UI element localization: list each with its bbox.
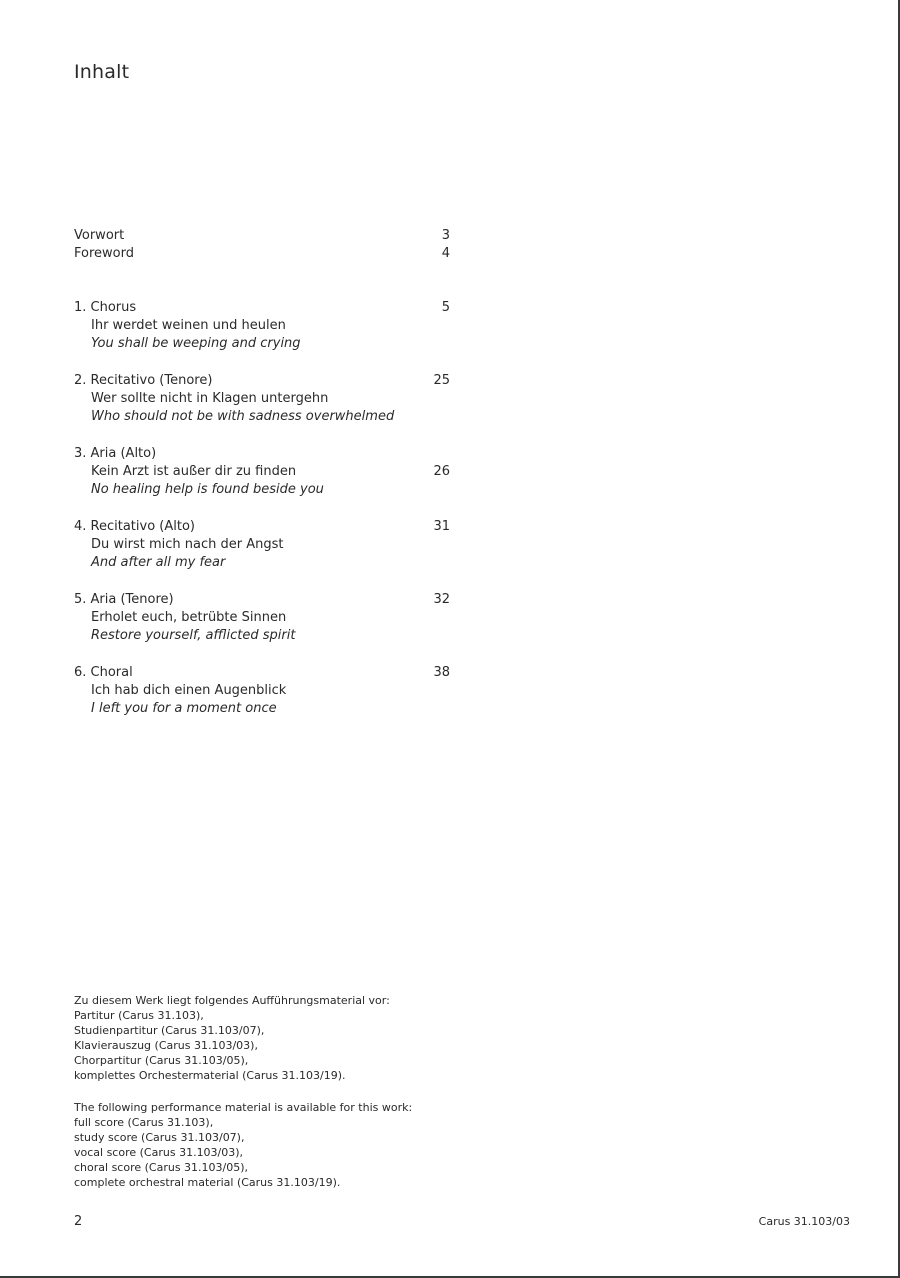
movement-german-title: Kein Arzt ist außer dir zu finden <box>91 464 297 479</box>
movement-german-title: Wer sollte nicht in Klagen untergehn <box>91 391 329 406</box>
toc-entry-title: Foreword <box>74 246 134 261</box>
material-line: complete orchestral material (Carus 31.103/19). <box>74 1176 341 1189</box>
movement-page: 32 <box>433 592 450 607</box>
material-line: Partitur (Carus 31.103), <box>74 1009 204 1022</box>
movement-2-label <box>74 372 450 390</box>
movement-german-title: Du wirst mich nach der Angst <box>91 537 284 552</box>
movement-page: 26 <box>433 464 450 479</box>
movement-5-english <box>74 627 450 645</box>
movement-label: 2. Recitativo (Tenore) <box>74 373 213 388</box>
movement-1-english <box>74 335 450 353</box>
movement-6-label <box>74 664 450 682</box>
movement-german-title: Ihr werdet weinen und heulen <box>91 318 286 333</box>
movement-3-label <box>74 445 450 463</box>
material-line: The following performance material is available for this work: <box>74 1101 413 1114</box>
toc-entry-vorwort <box>74 227 450 245</box>
material-line: vocal score (Carus 31.103/03), <box>74 1146 244 1159</box>
movement-german-title: Ich hab dich einen Augenblick <box>91 683 287 698</box>
movement-page: 5 <box>441 300 450 315</box>
movement-english-title: Who should not be with sadness overwhelmed <box>91 409 395 424</box>
material-line: choral score (Carus 31.103/05), <box>74 1161 249 1174</box>
material-line: Studienpartitur (Carus 31.103/07), <box>74 1024 265 1037</box>
movement-2-german <box>74 390 450 408</box>
toc-entry-title: Vorwort <box>74 228 125 243</box>
material-line: Zu diesem Werk liegt folgendes Aufführungsmaterial vor: <box>74 994 390 1007</box>
movement-4-german <box>74 536 450 554</box>
movement-5-german <box>74 609 450 627</box>
material-line: full score (Carus 31.103), <box>74 1116 214 1129</box>
movement-english-title: And after all my fear <box>91 555 226 570</box>
movement-page: 25 <box>433 373 450 388</box>
catalog-code: Carus 31.103/03 <box>758 1215 850 1228</box>
movement-label: 6. Choral <box>74 665 133 680</box>
page-number: 2 <box>74 1214 83 1229</box>
movement-label: 1. Chorus <box>74 300 137 315</box>
movement-6-german <box>74 682 450 700</box>
movement-3-english <box>74 481 450 499</box>
movement-english-title: No healing help is found beside you <box>91 482 324 497</box>
movement-german-title: Erholet euch, betrübte Sinnen <box>91 610 287 625</box>
material-line: Klavierauszug (Carus 31.103/03), <box>74 1039 258 1052</box>
movement-english-title: I left you for a moment once <box>91 701 277 716</box>
material-line: study score (Carus 31.103/07), <box>74 1131 245 1144</box>
movement-label: 5. Aria (Tenore) <box>74 592 174 607</box>
movement-4-english <box>74 554 450 572</box>
movement-4-label <box>74 518 450 536</box>
movement-3-german <box>74 463 450 481</box>
toc-entry-foreword <box>74 245 450 263</box>
movement-6-english <box>74 700 450 718</box>
movement-5-label <box>74 591 450 609</box>
movement-page: 31 <box>433 519 450 534</box>
movement-1-german <box>74 317 450 335</box>
toc-entry-page: 3 <box>441 228 450 243</box>
performance-material-german <box>74 993 534 1083</box>
movement-1-label <box>74 299 450 317</box>
movement-english-title: You shall be weeping and crying <box>91 336 301 351</box>
page-title: Inhalt <box>74 61 130 83</box>
movement-english-title: Restore yourself, afflicted spirit <box>91 628 296 643</box>
movement-label: 4. Recitativo (Alto) <box>74 519 195 534</box>
material-line: Chorpartitur (Carus 31.103/05), <box>74 1054 249 1067</box>
performance-material-english <box>74 1100 534 1190</box>
movement-page: 38 <box>433 665 450 680</box>
movement-label: 3. Aria (Alto) <box>74 446 157 461</box>
movement-2-english <box>74 408 450 426</box>
toc-entry-page: 4 <box>441 246 450 261</box>
material-line: komplettes Orchestermaterial (Carus 31.103/19). <box>74 1069 346 1082</box>
